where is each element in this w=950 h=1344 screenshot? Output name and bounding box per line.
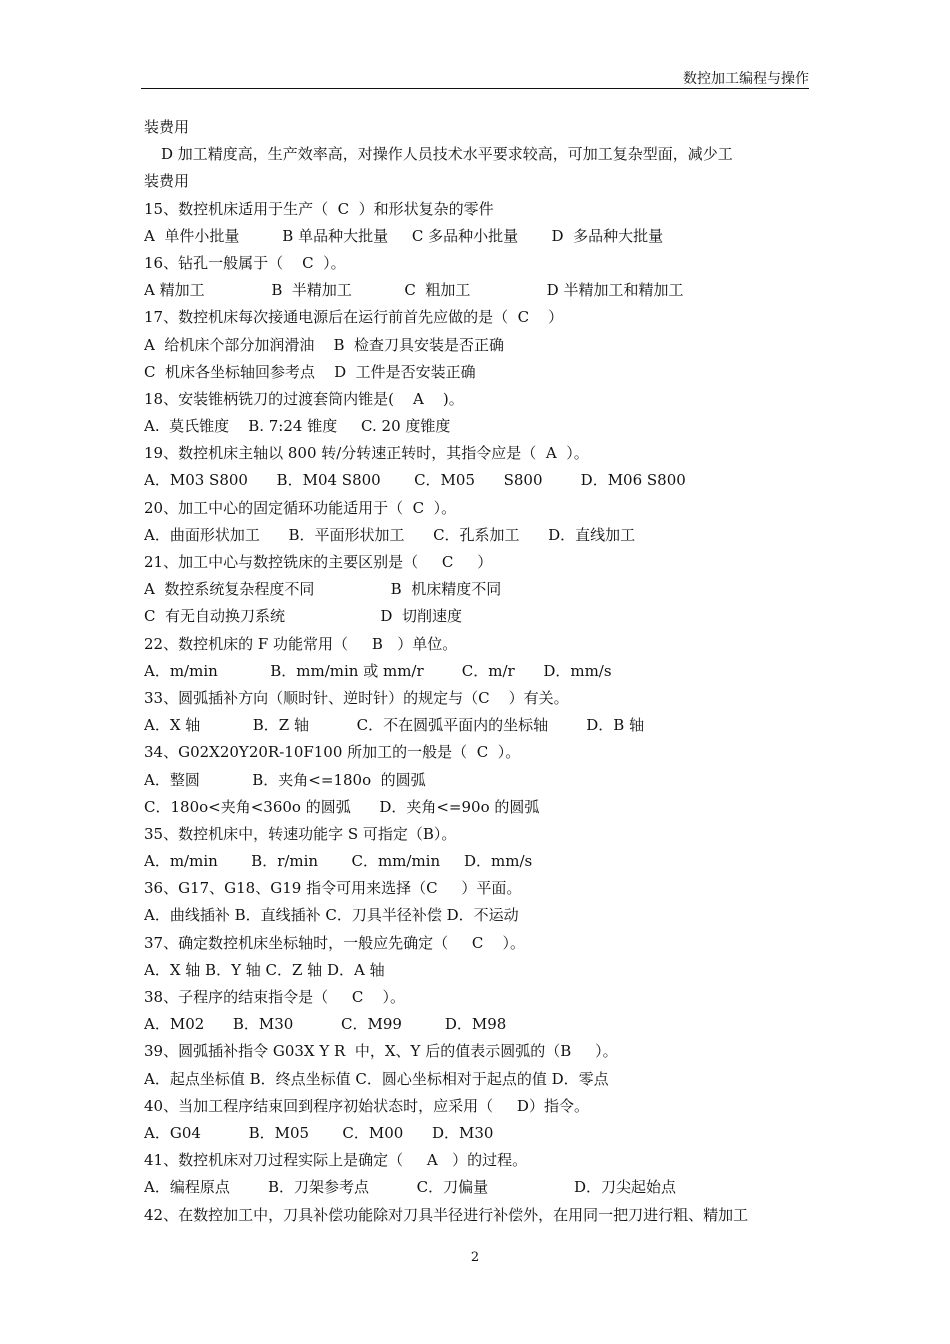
header-rule — [141, 88, 809, 89]
text-line: 17、数控机床每次接通电源后在运行前首先应做的是（ C ） — [144, 308, 564, 327]
text-line: A．X 轴 B．Z 轴 C．不在圆弧平面内的坐标轴 D．B 轴 — [144, 716, 645, 735]
text-line: C．180o<夹角<360o 的圆弧 D．夹角<=90o 的圆弧 — [144, 797, 540, 816]
text-line: 20、加工中心的固定循环功能适用于（ C ）。 — [144, 498, 457, 517]
text-line: 22、数控机床的 F 功能常用（ B ）单位。 — [144, 634, 458, 653]
text-line: 34、G02X20Y20R-10F100 所加工的一般是（ C ）。 — [144, 743, 521, 762]
page-number: 2 — [470, 1250, 480, 1265]
text-line: 40、当加工程序结束回到程序初始状态时，应采用（ D）指令。 — [144, 1096, 589, 1115]
text-line: 38、子程序的结束指令是（ C ）。 — [144, 988, 405, 1006]
header-title: 数控加工编程与操作 — [683, 71, 809, 87]
text-line: 21、加工中心与数控铣床的主要区别是（ C ） — [144, 553, 493, 571]
text-line: A．曲线插补 B．直线插补 C．刀具半径补偿 D．不运动 — [144, 906, 519, 925]
text-line: A 单件小批量 B 单品种大批量 C 多品种小批量 D 多品种大批量 — [144, 226, 664, 245]
text-line: A 数控系统复杂程度不同 B 机床精度不同 — [144, 580, 502, 599]
text-line: 36、G17、G18、G19 指令可用来选择（C ）平面。 — [144, 879, 522, 898]
text-line: A．整圆 B．夹角<=180o 的圆弧 — [144, 770, 426, 789]
text-line: 42、在数控加工中，刀具补偿功能除对刀具半径进行补偿外，在用同一把刀进行粗、精加工 — [144, 1205, 749, 1224]
text-line: A．曲面形状加工 B．平面形状加工 C．孔系加工 D．直线加工 — [144, 525, 636, 544]
text-line: D 加工精度高，生产效率高，对操作人员技术水平要求较高，可加工复杂型面，减少工 — [161, 145, 733, 164]
text-line: 装费用 — [144, 172, 190, 191]
text-line: A．m/min B．r/min C．mm/min D．mm/s — [144, 852, 533, 871]
text-line: A 给机床个部分加润滑油 B 检查刀具安装是否正确 — [144, 335, 505, 354]
text-line: 装费用 — [144, 118, 190, 136]
text-line: A．M03 S800 B．M04 S800 C．M05 S800 D．M06 S800 — [144, 471, 686, 490]
text-line: C 有无自动换刀系统 D 切削速度 — [144, 607, 462, 626]
text-line: 39、圆弧插补指令 G03X Y R 中，X、Y 后的值表示圆弧的（B ）。 — [144, 1042, 618, 1061]
text-line: A．G04 B．M05 C．M00 D．M30 — [144, 1123, 494, 1142]
text-line: 15、数控机床适用于生产（ C ）和形状复杂的零件 — [144, 199, 494, 218]
text-line: A 精加工 B 半精加工 C 粗加工 D 半精加工和精加工 — [144, 281, 684, 300]
text-line: A．起点坐标值 B．终点坐标值 C．圆心坐标相对于起点的值 D．零点 — [144, 1069, 609, 1088]
text-line: A．X 轴 B．Y 轴 C．Z 轴 D．A 轴 — [144, 960, 385, 979]
text-line: C 机床各坐标轴回参考点 D 工件是否安装正确 — [144, 362, 476, 381]
text-line: 41、数控机床对刀过程实际上是确定（ A ）的过程。 — [144, 1151, 528, 1170]
text-line: 16、钻孔一般属于（ C ）。 — [144, 253, 346, 272]
text-line: A．M02 B．M30 C．M99 D．M98 — [144, 1015, 507, 1034]
text-line: 18、安装锥柄铣刀的过渡套筒内锥是( A )。 — [144, 389, 464, 408]
text-line: 19、数控机床主轴以 800 转/分转速正转时，其指令应是（ A ）。 — [144, 444, 589, 463]
text-line: 33、圆弧插补方向（顺时针、逆时针）的规定与（C ）有关。 — [144, 688, 569, 707]
text-line: A. 莫氏锥度 B. 7:24 锥度 C. 20 度锥度 — [144, 417, 451, 436]
text-line: 37、确定数控机床坐标轴时，一般应先确定（ C ）。 — [144, 933, 525, 952]
text-line: 35、数控机床中，转速功能字 S 可指定（B）。 — [144, 824, 457, 843]
text-line: A．编程原点 B．刀架参考点 C．刀偏量 D．刀尖起始点 — [144, 1178, 677, 1197]
document-body — [144, 114, 812, 1229]
text-line: A．m/min B．mm/min 或 mm/r C．m/r D．mm/s — [144, 661, 612, 680]
